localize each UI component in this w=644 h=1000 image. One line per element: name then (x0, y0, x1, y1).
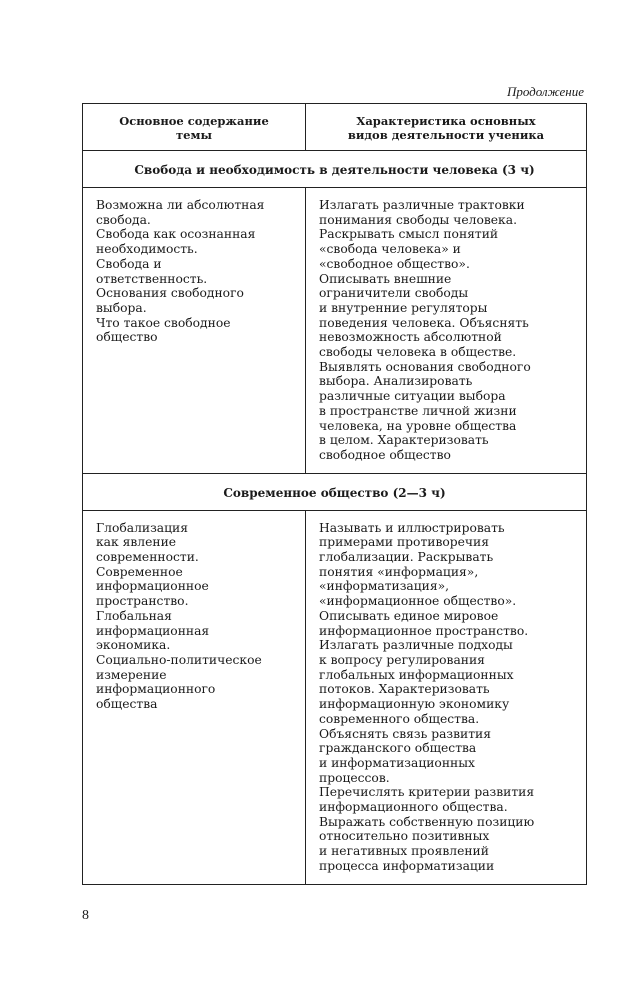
curriculum-table (82, 103, 587, 885)
text-line: выбора. Анализировать (319, 374, 473, 389)
section-title: Свобода и необходимость в деятельности человека (3 ч) (83, 151, 587, 188)
header-content-column: Основное содержание темы (83, 104, 306, 151)
text-line: глобальных информационных (319, 667, 514, 682)
text-line: общество (96, 330, 158, 345)
text-line: Описывать единое мировое (319, 608, 499, 623)
text-line: поведения человека. Объяснять (319, 315, 529, 330)
text-line: процесса информатизации (319, 858, 495, 873)
text-line: «информатизация», (319, 579, 450, 594)
text-line: ограничители свободы (319, 286, 469, 301)
text-line: свободы человека в обществе. (319, 345, 517, 360)
text-line: Возможна ли абсолютная (96, 198, 265, 212)
text-line: Свобода и (96, 256, 162, 271)
text-line: Излагать различные трактовки (319, 198, 525, 212)
activity-cell (306, 188, 587, 474)
table-header-row (83, 104, 587, 151)
text-line: измерение (96, 667, 167, 682)
text-line: невозможность абсолютной (319, 330, 502, 345)
text-line: Объяснять связь развития (319, 726, 491, 741)
text-line: Раскрывать смысл понятий (319, 227, 499, 242)
text-line: примерами противоречия (319, 535, 490, 550)
text-line: Описывать внешние (319, 271, 452, 286)
activity-cell (306, 510, 587, 884)
continuation-label: Продолжение (506, 84, 584, 99)
text-line: потоков. Характеризовать (319, 682, 490, 697)
content-cell (83, 188, 306, 474)
text-line: информационную экономику (319, 697, 510, 712)
text-line: понятия «информация», (319, 564, 479, 579)
text-line: Излагать различные подходы (319, 638, 513, 653)
text-line: необходимость. (96, 242, 198, 257)
table-row (83, 188, 587, 474)
text-line: информационное (96, 579, 209, 594)
text-line: «свободное общество». (319, 256, 470, 271)
text-line: понимания свободы человека. (319, 212, 517, 227)
page-number: 8 (82, 908, 89, 923)
text-line: и внутренние регуляторы (319, 300, 488, 315)
text-line: Глобальная (96, 608, 172, 623)
section-title: Современное общество (2—3 ч) (83, 473, 587, 510)
text-line: «свобода человека» и (319, 242, 461, 257)
text-line: Называть и иллюстрировать (319, 520, 505, 535)
text-line: Перечислять критерии развития (319, 785, 535, 800)
text-line: процессов. (319, 770, 390, 785)
text-line: Современное (96, 564, 183, 579)
text-line: современности. (96, 550, 199, 565)
text-line: в целом. Характеризовать (319, 433, 489, 448)
text-line: и негативных проявлений (319, 844, 489, 859)
text-line: относительно позитивных (319, 829, 490, 844)
text-line: человека, на уровне общества (319, 418, 517, 433)
section-title-row (83, 473, 587, 510)
text-line: различные ситуации выбора (319, 389, 506, 404)
text-line: Социально-политическое (96, 652, 262, 667)
text-line: Глобализация (96, 520, 188, 535)
text-line: Свобода как осознанная (96, 227, 256, 242)
text-line: информационного общества. (319, 800, 508, 815)
text-line: в пространстве личной жизни (319, 403, 517, 418)
text-line: как явление (96, 535, 177, 550)
content-cell (83, 510, 306, 884)
text-line: информационное пространство. (319, 623, 529, 638)
text-line: свобода. (96, 212, 151, 227)
text-line: общества (96, 697, 158, 712)
text-line: Что такое свободное (96, 315, 231, 330)
text-line: свободное общество (319, 447, 451, 462)
text-line: глобализации. Раскрывать (319, 550, 494, 565)
text-line: Выражать собственную позицию (319, 814, 535, 829)
text-line: Основания свободного (96, 286, 244, 301)
text-line: пространство. (96, 594, 189, 609)
text-line: к вопросу регулирования (319, 652, 485, 667)
header-activity-column: Характеристика основных видов деятельности ученика (306, 104, 587, 151)
text-line: Выявлять основания свободного (319, 359, 531, 374)
text-line: «информационное общество». (319, 594, 517, 609)
text-line: ответственность. (96, 271, 208, 286)
text-line: информационного (96, 682, 216, 697)
text-line: экономика. (96, 638, 171, 653)
text-line: и информатизационных (319, 755, 475, 770)
text-line: гражданского общества (319, 741, 477, 756)
text-line: выбора. (96, 300, 147, 315)
text-line: информационная (96, 623, 210, 638)
section-title-row (83, 151, 587, 188)
text-line: современного общества. (319, 711, 480, 726)
table-row (83, 510, 587, 884)
